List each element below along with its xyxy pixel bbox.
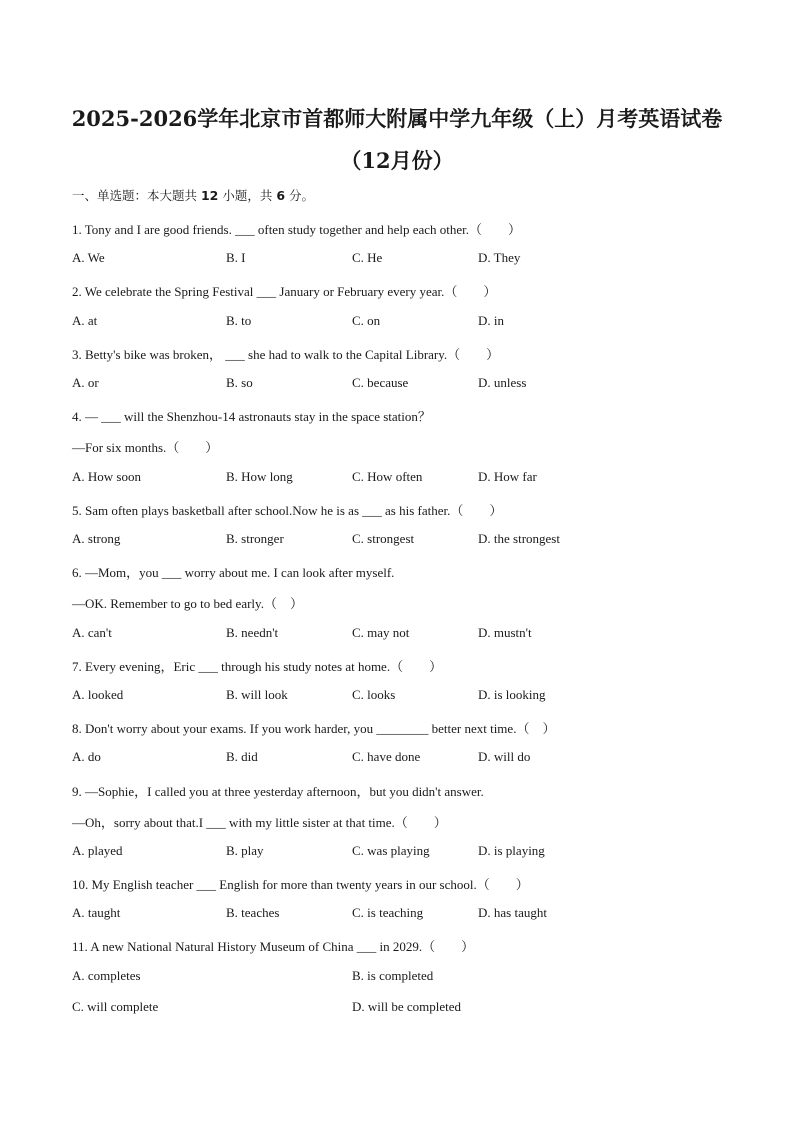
question-9-reply: —Oh，sorry about that.I ___ with my little sister at that time.（ ）: [72, 815, 447, 830]
question-9-stem: 9. —Sophie，I called you at three yesterday afternoon，but you didn't answer.: [72, 784, 484, 799]
q5-option-d[interactable]: D. the strongest: [478, 531, 560, 546]
q5-option-c[interactable]: C. strongest: [352, 531, 415, 546]
question-10-stem: 10. My English teacher ___ English for more than twenty years in our school.（ ）: [72, 877, 529, 892]
section-heading: [72, 186, 314, 204]
question-4-reply: —For six months.（ ）: [72, 440, 219, 455]
q4-option-c[interactable]: C. How often: [352, 469, 423, 484]
q10-option-a[interactable]: A. taught: [72, 905, 121, 920]
q9-option-d[interactable]: D. is playing: [478, 843, 545, 858]
q5-option-b[interactable]: B. stronger: [226, 531, 284, 546]
q8-option-c[interactable]: C. have done: [352, 749, 421, 764]
section-mid: 小题，共: [218, 188, 277, 203]
question-2-stem: 2. We celebrate the Spring Festival ___ January or February every year.（ ）: [72, 284, 497, 299]
q4-option-b[interactable]: B. How long: [226, 469, 293, 484]
section-prefix: 一、单选题：本大题共: [72, 188, 201, 203]
q6-option-a[interactable]: A. can't: [72, 625, 112, 640]
question-3-stem: 3. Betty's bike was broken， ___ she had to walk to the Capital Library.（ ）: [72, 347, 500, 362]
exam-subtitle: （12月份）: [340, 148, 454, 173]
section-suffix: 分。: [285, 188, 315, 203]
q8-option-a[interactable]: A. do: [72, 749, 101, 764]
q6-option-c[interactable]: C. may not: [352, 625, 410, 640]
question-4-stem: 4. — ___ will the Shenzhou-14 astronauts stay in the space station？: [72, 409, 431, 424]
q11-option-a[interactable]: A. completes: [72, 968, 141, 983]
q7-option-b[interactable]: B. will look: [226, 687, 288, 702]
question-7-stem: 7. Every evening，Eric ___ through his study notes at home.（ ）: [72, 659, 443, 674]
q9-option-c[interactable]: C. was playing: [352, 843, 430, 858]
q1-option-a[interactable]: A. We: [72, 250, 105, 265]
q8-option-b[interactable]: B. did: [226, 749, 258, 764]
q1-option-b[interactable]: B. I: [226, 250, 246, 265]
question-count: 12: [200, 188, 219, 203]
q4-option-a[interactable]: A. How soon: [72, 469, 141, 484]
q2-option-b[interactable]: B. to: [226, 313, 252, 328]
q11-option-d[interactable]: D. will be completed: [352, 999, 462, 1014]
q10-option-d[interactable]: D. has taught: [478, 905, 547, 920]
question-11-stem: 11. A new National Natural History Museum of China ___ in 2029.（ ）: [72, 939, 475, 954]
q11-option-b[interactable]: B. is completed: [352, 968, 434, 983]
question-6-reply: —OK. Remember to go to bed early.（ ）: [72, 596, 303, 611]
q6-option-d[interactable]: D. mustn't: [478, 625, 532, 640]
q7-option-c[interactable]: C. looks: [352, 687, 396, 702]
q9-option-b[interactable]: B. play: [226, 843, 264, 858]
question-5-stem: 5. Sam often plays basketball after school.Now he is as ___ as his father.（ ）: [72, 503, 503, 518]
q1-option-c[interactable]: C. He: [352, 250, 383, 265]
q7-option-a[interactable]: A. looked: [72, 687, 124, 702]
question-6-stem: 6. —Mom，you ___ worry about me. I can look after myself.: [72, 565, 395, 580]
q10-option-b[interactable]: B. teaches: [226, 905, 280, 920]
q2-option-d[interactable]: D. in: [478, 313, 504, 328]
q2-option-c[interactable]: C. on: [352, 313, 381, 328]
q1-option-d[interactable]: D. They: [478, 250, 521, 265]
q3-option-a[interactable]: A. or: [72, 375, 99, 390]
total-score: 6: [276, 188, 286, 203]
question-8-stem: 8. Don't worry about your exams. If you work harder, you ________ better next time.（ ）: [72, 721, 556, 736]
q3-option-d[interactable]: D. unless: [478, 375, 527, 390]
q11-option-c[interactable]: C. will complete: [72, 999, 159, 1014]
q8-option-d[interactable]: D. will do: [478, 749, 531, 764]
q9-option-a[interactable]: A. played: [72, 843, 123, 858]
q6-option-b[interactable]: B. needn't: [226, 625, 279, 640]
q3-option-c[interactable]: C. because: [352, 375, 409, 390]
q10-option-c[interactable]: C. is teaching: [352, 905, 424, 920]
q4-option-d[interactable]: D. How far: [478, 469, 537, 484]
question-1-stem: 1. Tony and I are good friends. ___ often study together and help each other.（ ）: [72, 222, 522, 237]
q7-option-d[interactable]: D. is looking: [478, 687, 546, 702]
q2-option-a[interactable]: A. at: [72, 313, 98, 328]
q3-option-b[interactable]: B. so: [226, 375, 253, 390]
q5-option-a[interactable]: A. strong: [72, 531, 121, 546]
exam-title: 2025-2026学年北京市首都师大附属中学九年级（上）月考英语试卷: [71, 106, 723, 131]
